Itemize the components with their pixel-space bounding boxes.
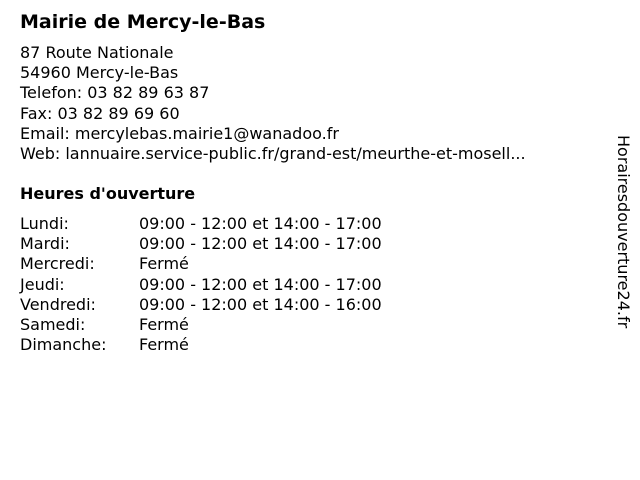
hours-row-monday xyxy=(20,214,440,234)
day-label: Samedi: xyxy=(20,314,86,334)
day-label: Mardi: xyxy=(20,234,70,254)
day-hours: Fermé xyxy=(139,335,189,355)
day-label: Lundi: xyxy=(20,214,69,233)
page-title: Mairie de Mercy-le-Bas xyxy=(20,11,266,33)
day-label: Vendredi: xyxy=(20,294,96,314)
hours-row-thursday xyxy=(20,275,440,295)
street-address: 87 Route Nationale xyxy=(20,43,174,62)
hours-row-tuesday xyxy=(20,234,440,254)
day-hours: 09:00 - 12:00 et 14:00 - 17:00 xyxy=(139,214,382,233)
day-label: Jeudi: xyxy=(20,274,65,294)
day-label: Mercredi: xyxy=(20,254,95,274)
hours-row-sunday xyxy=(20,335,440,355)
opening-hours-heading: Heures d'ouverture xyxy=(20,184,196,203)
day-label: Dimanche: xyxy=(20,335,107,355)
opening-hours-list xyxy=(20,214,440,355)
website-url: Web: lannuaire.service-public.fr/grand-est/meurthe-et-mosell... xyxy=(20,144,526,164)
hours-row-friday xyxy=(20,295,440,315)
site-watermark: Horairesdouverture24.fr xyxy=(614,135,633,329)
day-hours: 09:00 - 12:00 et 14:00 - 16:00 xyxy=(139,294,382,314)
address-block xyxy=(20,43,526,164)
day-hours: Fermé xyxy=(139,254,189,274)
day-hours: Fermé xyxy=(139,314,189,334)
day-hours: 09:00 - 12:00 et 14:00 - 17:00 xyxy=(139,274,382,294)
day-hours: 09:00 - 12:00 et 14:00 - 17:00 xyxy=(139,234,382,254)
fax-number: Fax: 03 82 89 69 60 xyxy=(20,103,180,123)
city-address: 54960 Mercy-le-Bas xyxy=(20,63,179,83)
email-address: Email: mercylebas.mairie1@wanadoo.fr xyxy=(20,123,339,143)
hours-row-wednesday xyxy=(20,254,440,274)
phone-number: Telefon: 03 82 89 63 87 xyxy=(20,83,210,103)
hours-row-saturday xyxy=(20,315,440,335)
